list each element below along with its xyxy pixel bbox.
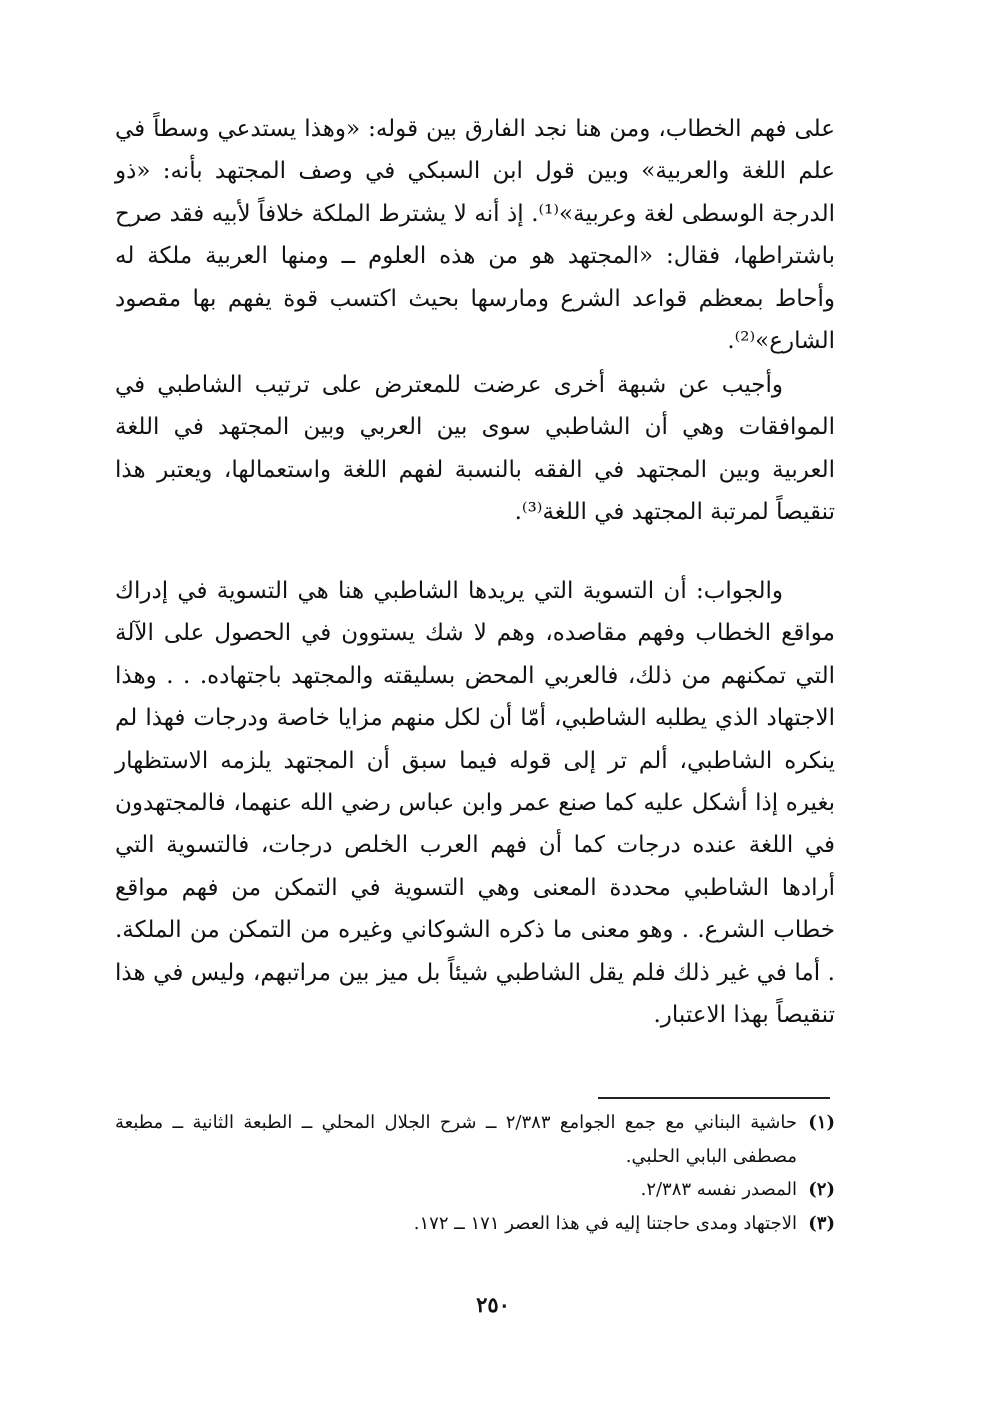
footnote-text: المصدر نفسه ٢/٣٨٣.: [640, 1179, 797, 1200]
footnote-1: [115, 1106, 835, 1173]
paragraph-answer: والجواب: أن التسوية التي يريدها الشاطبي هنا هي التسوية في إدراك مواقع الخطاب وفهم مقاصده، وهم لا شك يستوون في الحصول على الآلة التي تمكنهم من ذلك، فالعربي المحض بسليقته والمجتهد باجتهاده. . . وهذا الاجتهاد الذي يطلبه الشاطبي، أمّا أن لكل منهم مزايا خاصة ودرجات فهذا لم ينكره الشاطبي، ألم تر إلى قوله فيما سبق أن المجتهد يلزمه الاستظهار بغيره إذا أشكل عليه كما صنع عمر وابن عباس رضي الله عنهما، فالمجتهدون في اللغة عنده درجات كما أن فهم العرب الخلص درجات، فالتسوية التي أرادها الشاطبي محددة المعنى وهي التسوية في التمكن من فهم مواقع خطاب الشرع. . وهو معنى ما ذكره الشوكاني وغيره من التمكن من الملكة. . أما في غير ذلك فلم يقل الشاطبي شيئاً بل ميز بين مراتبهم، وليس في هذا تنقيصاً بهذا الاعتبار.: [115, 578, 835, 1029]
page-number: ٢٥٠: [476, 1292, 510, 1317]
paragraph-objection: وأجيب عن شبهة أخرى عرضت للمعترض على ترتيب الشاطبي في الموافقات وهي أن الشاطبي سوى بين العربي وبين المجتهد في اللغة العربية وبين المجتهد في الفقه بالنسبة لفهم اللغة واستعمالها، ويعتبر هذا تنقيصاً لمرتبة المجتهد في اللغة⁽³⁾.: [115, 372, 835, 526]
footnote-2: [115, 1173, 835, 1207]
footnote-number: (٢): [808, 1179, 835, 1200]
paragraph-continuation: على فهم الخطاب، ومن هنا نجد الفارق بين قوله: «وهذا يستدعي وسطاً في علم اللغة والعربية» وبين قول ابن السبكي في وصف المجتهد بأنه: «ذو الدرجة الوسطى لغة وعربية»⁽¹⁾. إذ أنه لا يشترط الملكة خلافاً لأبيه فقد صرح باشتراطها، فقال: «المجتهد هو من هذه العلوم ــ ومنها العربية ملكة له وأحاط بمعظم قواعد الشرع ومارسها بحيث اكتسب قوة يفهم بها مقصود الشارع»⁽²⁾.: [115, 116, 836, 355]
footnote-number: (١): [808, 1112, 835, 1133]
footnotes: [115, 1106, 835, 1240]
footnote-text: حاشية البناني مع جمع الجوامع ٢/٣٨٣ ــ شرح الجلال المحلي ــ الطبعة الثانية ــ مطبعة مصطفى البابي الحلبي.: [115, 1112, 797, 1167]
footnote-text: الاجتهاد ومدى حاجتنا إليه في هذا العصر ١٧١ ــ ١٧٢.: [413, 1212, 797, 1234]
footnote-separator: [598, 1097, 830, 1099]
footnote-number: (٣): [808, 1212, 835, 1234]
footnote-3: [115, 1207, 835, 1241]
